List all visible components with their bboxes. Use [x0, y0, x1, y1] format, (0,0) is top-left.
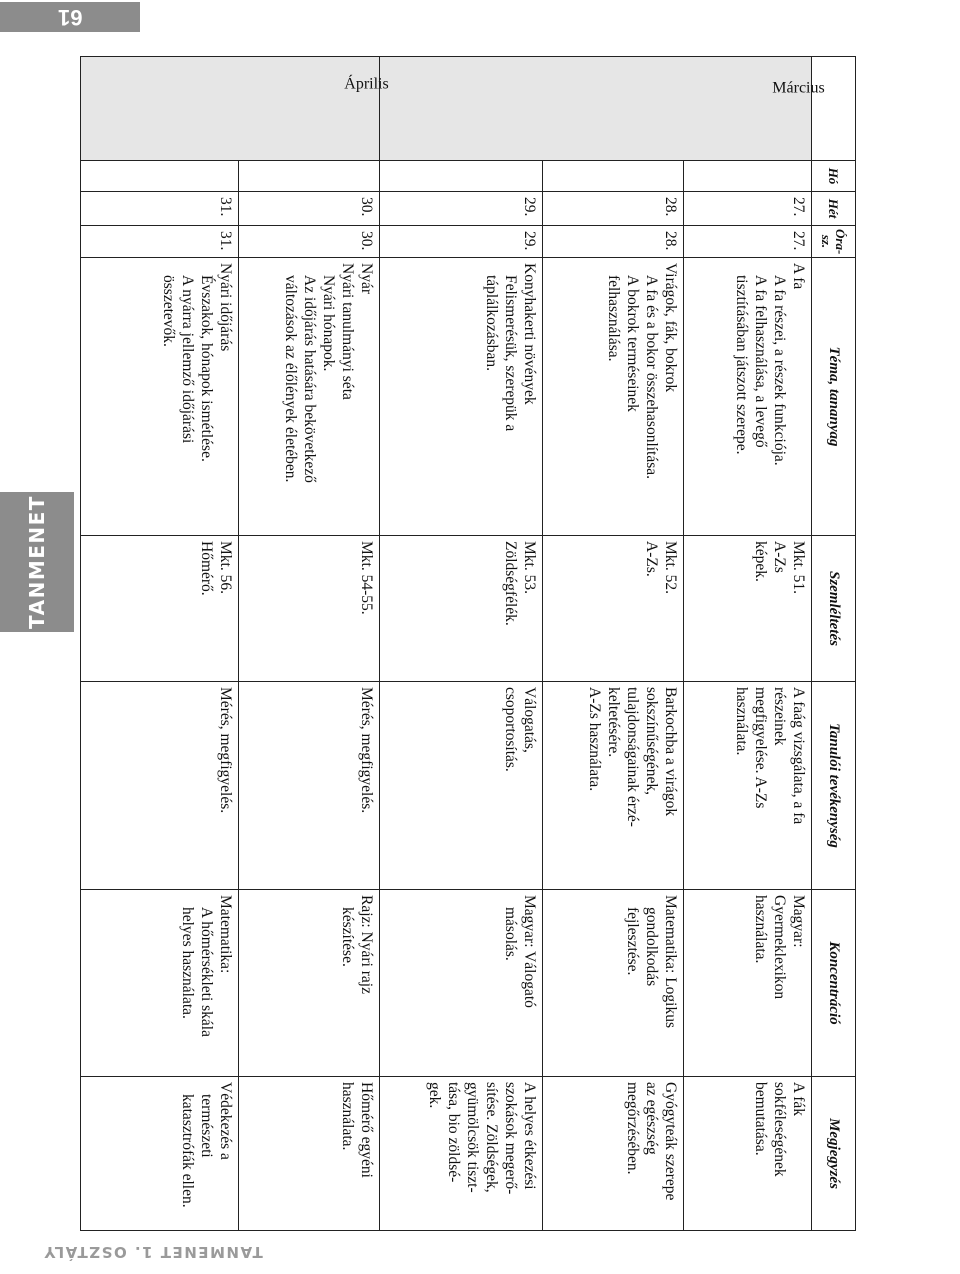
header-ho: Hó — [812, 161, 856, 192]
header-ora: Óra-sz. — [812, 226, 856, 258]
footer-title: TANMENET 1. OSZTÁLY — [43, 1243, 263, 1261]
table-row — [543, 57, 684, 1231]
week-cell: 31. — [81, 192, 239, 226]
header-tanuloi: Tanulói tevékenység — [812, 682, 856, 890]
empty-header-cell — [812, 57, 856, 161]
header-megjegyzes: Megjegyzés — [812, 1077, 856, 1231]
month-cell: Április — [81, 57, 380, 161]
topic-cell: Virágok, fák, bokrok A fa és a bokor összehasonlítása. A bokrok terméseinek felhasználása. — [543, 258, 684, 536]
header-szemleltetes: Szemléltetés — [812, 536, 856, 682]
week-cell: 28. — [543, 192, 684, 226]
empty-cell — [684, 161, 812, 192]
topic-cell: Konyhakerti növények Felismerésük, szerepük a táplálkozásban. — [380, 258, 543, 536]
student-activity-cell: A faág vizsgálata, a fa részeinek megfigyelése. A-Zs használata. — [684, 682, 812, 890]
student-activity-cell: Válogatás, csoportosítás. — [380, 682, 543, 890]
empty-cell — [239, 161, 380, 192]
visual-aids-cell: Mkt. 54-55. — [239, 536, 380, 682]
week-cell: 29. — [380, 192, 543, 226]
topic-cell: A fa A fa részei, a részek funkciója. A fa felhasználása, a levegő tisztításában játszott szerepe. — [684, 258, 812, 536]
empty-cell — [81, 161, 239, 192]
concentration-cell: Matematika: Logikus gondolkodás fejlesztése. — [543, 890, 684, 1077]
visual-aids-cell: Mkt. 52. A-Zs. — [543, 536, 684, 682]
concentration-cell: Rajz: Nyári rajz készítése. — [239, 890, 380, 1077]
note-cell: A helyes étkezési szokások megerő- sítése. Zöldségek, gyümölcsök tiszt- tása, bio zöldsé- gek. — [380, 1077, 543, 1231]
visual-aids-cell: Mkt. 53. Zöldségfélék. — [380, 536, 543, 682]
side-tab: TANMENET — [0, 492, 74, 632]
syllabus-table — [80, 56, 856, 1231]
topic-cell: Nyár Nyári tanulmányi séta Nyári hónapok. Az időjárás hatására bekövetkező változások az élőlények életében. — [239, 258, 380, 536]
lesson-cell: 28. — [543, 226, 684, 258]
note-cell: Hőmérő egyéni használata. — [239, 1077, 380, 1231]
student-activity-cell: Barkochba a virágok sokszínűségének, tulajdonságainak érzé- keltetésére. A-Zs használata. — [543, 682, 684, 890]
table-row — [684, 57, 812, 1231]
month-cell: Március — [380, 57, 812, 161]
lesson-cell: 30. — [239, 226, 380, 258]
visual-aids-cell: Mkt. 51. A-Zs képek. — [684, 536, 812, 682]
empty-cell — [543, 161, 684, 192]
week-cell: 30. — [239, 192, 380, 226]
note-cell: Gyógyteák szerepe az egészség megőrzésében. — [543, 1077, 684, 1231]
table-row — [239, 57, 380, 1231]
table-row — [81, 57, 239, 1231]
note-cell: A fák sokféleségének bemutatása. — [684, 1077, 812, 1231]
note-cell: Védekezés a természeti katasztrófák ellen. — [81, 1077, 239, 1231]
header-tema: Téma, tananyag — [812, 258, 856, 536]
lesson-cell: 31. — [81, 226, 239, 258]
concentration-cell: Matematika: A hőmérsékleti skála helyes használata. — [81, 890, 239, 1077]
week-cell: 27. — [684, 192, 812, 226]
student-activity-cell: Mérés, megfigyelés. — [239, 682, 380, 890]
table-row — [380, 57, 543, 1231]
header-koncentracio: Koncentráció — [812, 890, 856, 1077]
page-number: 61 — [0, 2, 140, 32]
lesson-cell: 29. — [380, 226, 543, 258]
syllabus-table-area — [80, 56, 856, 1208]
visual-aids-cell: Mkt. 56. Hőmérő. — [81, 536, 239, 682]
topic-cell: Nyári időjárás Évszakok, hónapok ismétlése. A nyárra jellemző időjárási összetevők. — [81, 258, 239, 536]
student-activity-cell: Mérés, megfigyelés. — [81, 682, 239, 890]
concentration-cell: Magyar: Válogató másolás. — [380, 890, 543, 1077]
concentration-cell: Magyar: Gyermeklexikon használata. — [684, 890, 812, 1077]
lesson-cell: 27. — [684, 226, 812, 258]
empty-cell — [380, 161, 543, 192]
header-het: Hét — [812, 192, 856, 226]
